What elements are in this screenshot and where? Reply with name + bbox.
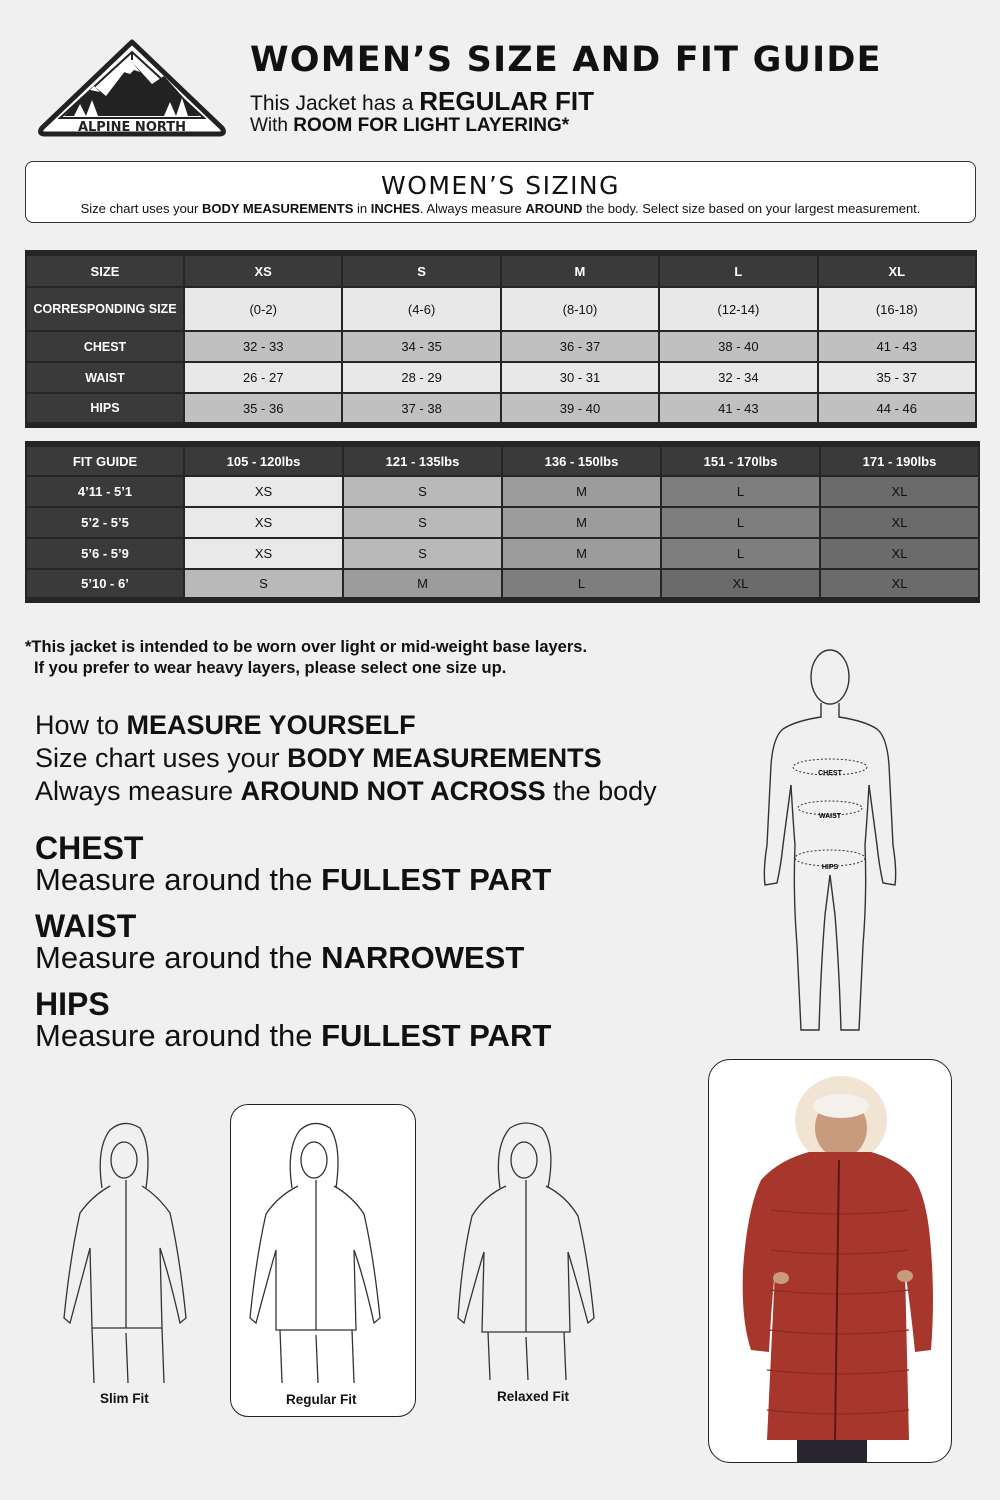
size-header-cell: M xyxy=(501,253,659,287)
size-chart-table xyxy=(25,250,977,428)
body-measure-figure xyxy=(755,645,905,1040)
sizing-banner xyxy=(25,161,976,223)
alpine-north-logo xyxy=(34,38,230,138)
product-photo-frame xyxy=(708,1059,952,1463)
hips-label: HIPS xyxy=(821,864,839,871)
table-cell: 34 - 35 xyxy=(342,331,500,362)
measure-line: Size chart uses your BODY MEASUREMENTS xyxy=(35,743,602,773)
regular-fit-label: Regular Fit xyxy=(286,1392,357,1407)
table-cell: (8-10) xyxy=(501,287,659,331)
fit-header-cell: 171 - 190lbs xyxy=(820,444,979,476)
measure-instructions xyxy=(35,709,657,808)
table-row xyxy=(26,393,976,425)
table-cell: 35 - 37 xyxy=(818,362,976,393)
jacket-photo xyxy=(709,1060,952,1463)
table-cell: S xyxy=(343,476,502,507)
table-cell: XS xyxy=(184,476,343,507)
waist-section xyxy=(35,908,525,975)
table-cell: XL xyxy=(820,569,979,600)
table-cell: L xyxy=(661,507,820,538)
table-row xyxy=(26,569,979,600)
sizing-title: WOMEN’S SIZING xyxy=(380,171,621,200)
fit-guide-table xyxy=(25,441,980,603)
table-cell: 36 - 37 xyxy=(501,331,659,362)
table-cell: XS xyxy=(184,507,343,538)
row-label: CHEST xyxy=(26,331,184,362)
table-cell: XL xyxy=(820,538,979,569)
note-line: *This jacket is intended to be worn over light or mid-weight base layers. xyxy=(25,638,588,656)
waist-label: WAIST xyxy=(818,813,842,820)
measure-line: Always measure AROUND NOT ACROSS the body xyxy=(35,776,657,806)
row-label: 5’2 - 5’5 xyxy=(26,507,184,538)
table-cell: S xyxy=(184,569,343,600)
table-row xyxy=(26,287,976,331)
size-header-cell: S xyxy=(342,253,500,287)
table-row xyxy=(26,331,976,362)
page-title: WOMEN’S SIZE AND FIT GUIDE xyxy=(250,40,882,80)
fit-header-cell: 151 - 170lbs xyxy=(661,444,820,476)
row-label: HIPS xyxy=(26,393,184,425)
table-cell: (12-14) xyxy=(659,287,817,331)
table-row xyxy=(26,476,979,507)
chest-section xyxy=(35,830,552,897)
note-line: If you prefer to wear heavy layers, please select one size up. xyxy=(34,659,507,677)
table-cell: M xyxy=(343,569,502,600)
section-heading: WAIST xyxy=(35,908,137,944)
section-heading: HIPS xyxy=(35,986,110,1022)
table-cell: 37 - 38 xyxy=(342,393,500,425)
table-cell: XS xyxy=(184,538,343,569)
fit-type-line: This Jacket has a REGULAR FIT xyxy=(250,86,595,116)
table-cell: M xyxy=(502,538,661,569)
table-cell: (0-2) xyxy=(184,287,342,331)
regular-fit-figure xyxy=(242,1118,402,1388)
table-cell: 35 - 36 xyxy=(184,393,342,425)
table-cell: 44 - 46 xyxy=(818,393,976,425)
table-cell: M xyxy=(502,507,661,538)
measure-line: How to MEASURE YOURSELF xyxy=(35,710,416,740)
table-cell: XL xyxy=(661,569,820,600)
size-header-cell: SIZE xyxy=(26,253,184,287)
table-cell: 39 - 40 xyxy=(501,393,659,425)
row-label: 4’11 - 5’1 xyxy=(26,476,184,507)
table-cell: 32 - 34 xyxy=(659,362,817,393)
fit-header-cell: 105 - 120lbs xyxy=(184,444,343,476)
fit-header-row xyxy=(26,444,979,476)
layering-line: With ROOM FOR LIGHT LAYERING* xyxy=(250,115,570,136)
table-cell: 26 - 27 xyxy=(184,362,342,393)
table-cell: 38 - 40 xyxy=(659,331,817,362)
relaxed-fit-figure xyxy=(452,1118,612,1388)
section-desc: Measure around the FULLEST PART xyxy=(35,1018,552,1053)
table-row xyxy=(26,507,979,538)
hips-section xyxy=(35,986,552,1053)
table-cell: XL xyxy=(820,476,979,507)
section-heading: CHEST xyxy=(35,830,144,866)
table-cell: L xyxy=(661,538,820,569)
table-cell: 32 - 33 xyxy=(184,331,342,362)
row-label: 5’6 - 5’9 xyxy=(26,538,184,569)
logo-text: ALPINE NORTH xyxy=(77,120,187,135)
chest-label: CHEST xyxy=(818,770,842,777)
fit-header-cell: 136 - 150lbs xyxy=(502,444,661,476)
table-cell: (16-18) xyxy=(818,287,976,331)
size-header-cell: L xyxy=(659,253,817,287)
table-cell: XL xyxy=(820,507,979,538)
relaxed-fit-label: Relaxed Fit xyxy=(497,1389,570,1404)
size-header-row xyxy=(26,253,976,287)
table-cell: 41 - 43 xyxy=(659,393,817,425)
section-desc: Measure around the NARROWEST xyxy=(35,940,525,975)
table-cell: L xyxy=(502,569,661,600)
table-cell: S xyxy=(343,538,502,569)
size-header-cell: XL xyxy=(818,253,976,287)
table-cell: M xyxy=(502,476,661,507)
row-label: WAIST xyxy=(26,362,184,393)
row-label: CORRESPONDING SIZE xyxy=(26,287,184,331)
table-cell: (4-6) xyxy=(342,287,500,331)
row-label: 5’10 - 6’ xyxy=(26,569,184,600)
table-row xyxy=(26,538,979,569)
size-header-cell: XS xyxy=(184,253,342,287)
layering-note xyxy=(25,637,587,679)
slim-fit-label: Slim Fit xyxy=(100,1391,149,1406)
table-cell: 30 - 31 xyxy=(501,362,659,393)
slim-fit-figure xyxy=(52,1118,212,1388)
section-desc: Measure around the FULLEST PART xyxy=(35,862,552,897)
table-cell: 41 - 43 xyxy=(818,331,976,362)
fit-header-cell: FIT GUIDE xyxy=(26,444,184,476)
table-cell: L xyxy=(661,476,820,507)
fit-header-cell: 121 - 135lbs xyxy=(343,444,502,476)
table-row xyxy=(26,362,976,393)
table-cell: 28 - 29 xyxy=(342,362,500,393)
sizing-note: Size chart uses your BODY MEASUREMENTS in INCHES. Always measure AROUND the body. Select size based on your largest measurement. xyxy=(80,201,921,216)
table-cell: S xyxy=(343,507,502,538)
